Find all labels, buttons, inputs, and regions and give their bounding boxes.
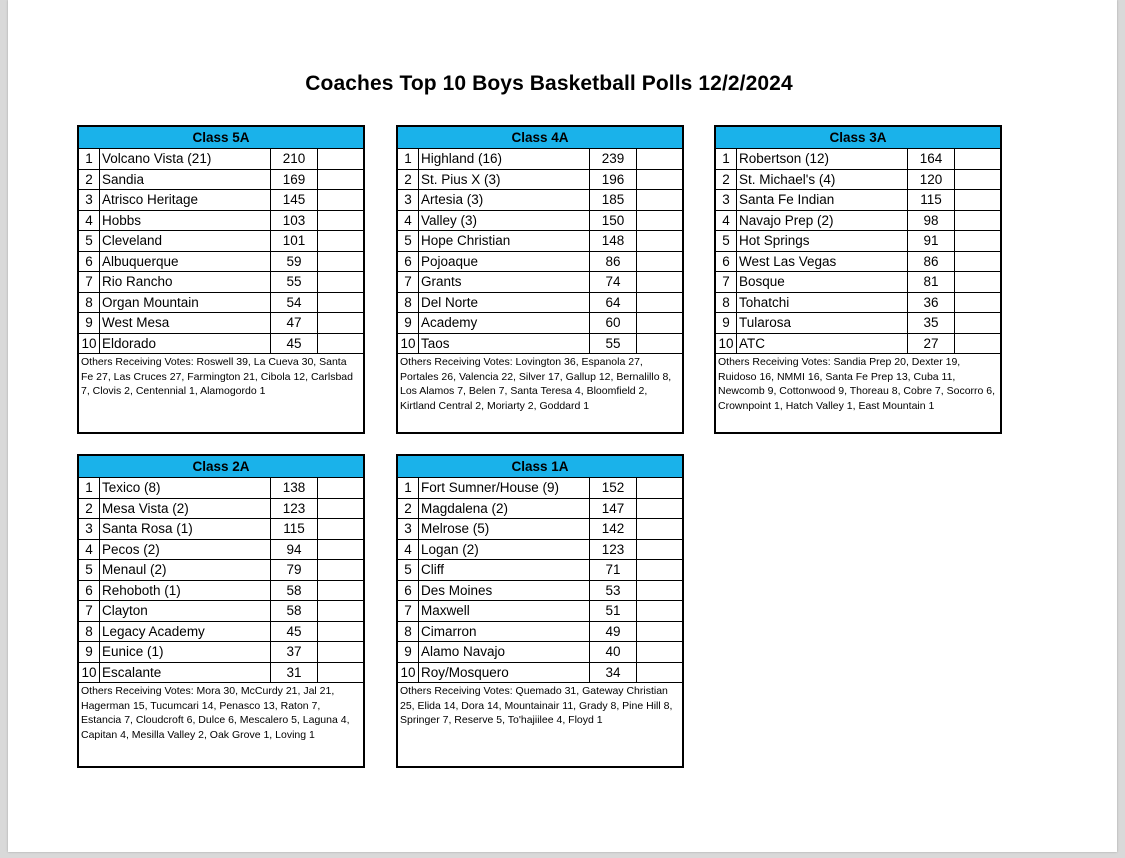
table-row	[79, 210, 363, 231]
rank-cell: 2	[79, 498, 100, 519]
points-cell: 36	[908, 292, 955, 313]
blank-cell	[955, 169, 1001, 190]
rank-cell: 1	[79, 149, 100, 169]
table-row	[79, 313, 363, 334]
rank-cell: 10	[398, 662, 419, 683]
team-cell: Magdalena (2)	[419, 498, 590, 519]
blank-cell	[637, 621, 683, 642]
team-cell: Menaul (2)	[100, 560, 271, 581]
rank-cell: 8	[79, 292, 100, 313]
team-cell: Tohatchi	[737, 292, 908, 313]
others-receiving-votes: Others Receiving Votes: Roswell 39, La Cueva 30, Santa Fe 27, Las Cruces 27, Farmington 21, Cibola 12, Carlsbad 7, Clovis 2, Centennial 1, Alamogordo 1	[81, 356, 353, 397]
rankings-table	[79, 478, 363, 683]
points-cell: 49	[590, 621, 637, 642]
table-row	[398, 519, 682, 540]
team-cell: Hot Springs	[737, 231, 908, 252]
table-row	[716, 149, 1000, 169]
points-cell: 101	[271, 231, 318, 252]
rank-cell: 7	[79, 601, 100, 622]
poll-class-3a	[714, 125, 1002, 434]
points-cell: 115	[271, 519, 318, 540]
team-cell: Cleveland	[100, 231, 271, 252]
blank-cell	[637, 210, 683, 231]
table-row	[79, 498, 363, 519]
table-row	[79, 478, 363, 498]
rank-cell: 9	[79, 642, 100, 663]
team-cell: Cliff	[419, 560, 590, 581]
team-cell: Highland (16)	[419, 149, 590, 169]
rank-cell: 7	[79, 272, 100, 293]
team-cell: Santa Rosa (1)	[100, 519, 271, 540]
rankings-table	[398, 478, 682, 683]
table-row	[716, 169, 1000, 190]
team-cell: St. Pius X (3)	[419, 169, 590, 190]
points-cell: 120	[908, 169, 955, 190]
table-row	[398, 498, 682, 519]
team-cell: Volcano Vista (21)	[100, 149, 271, 169]
team-cell: Tularosa	[737, 313, 908, 334]
team-cell: Eunice (1)	[100, 642, 271, 663]
blank-cell	[955, 251, 1001, 272]
rank-cell: 5	[398, 231, 419, 252]
team-cell: Academy	[419, 313, 590, 334]
rankings-table	[716, 149, 1000, 354]
blank-cell	[318, 272, 364, 293]
team-cell: Hope Christian	[419, 231, 590, 252]
rank-cell: 8	[398, 621, 419, 642]
rank-cell: 7	[398, 272, 419, 293]
rank-cell: 2	[398, 169, 419, 190]
table-row	[79, 272, 363, 293]
team-cell: Del Norte	[419, 292, 590, 313]
points-cell: 145	[271, 190, 318, 211]
points-cell: 142	[590, 519, 637, 540]
team-cell: Texico (8)	[100, 478, 271, 498]
poll-class-header: Class 3A	[716, 127, 1000, 149]
rank-cell: 6	[79, 251, 100, 272]
poll-class-1a	[396, 454, 684, 768]
blank-cell	[955, 313, 1001, 334]
rank-cell: 9	[398, 313, 419, 334]
points-cell: 169	[271, 169, 318, 190]
blank-cell	[637, 313, 683, 334]
points-cell: 98	[908, 210, 955, 231]
rank-cell: 4	[398, 539, 419, 560]
points-cell: 53	[590, 580, 637, 601]
table-row	[716, 190, 1000, 211]
table-row	[79, 333, 363, 354]
team-cell: Organ Mountain	[100, 292, 271, 313]
rank-cell: 8	[716, 292, 737, 313]
table-row	[79, 231, 363, 252]
blank-cell	[637, 478, 683, 498]
rankings-table	[79, 149, 363, 354]
team-cell: Pojoaque	[419, 251, 590, 272]
table-row	[398, 169, 682, 190]
blank-cell	[637, 560, 683, 581]
table-row	[398, 560, 682, 581]
blank-cell	[318, 539, 364, 560]
table-row	[398, 149, 682, 169]
table-row	[398, 621, 682, 642]
table-row	[79, 149, 363, 169]
rank-cell: 9	[79, 313, 100, 334]
points-cell: 81	[908, 272, 955, 293]
team-cell: Robertson (12)	[737, 149, 908, 169]
rank-cell: 2	[398, 498, 419, 519]
rank-cell: 6	[79, 580, 100, 601]
rank-cell: 9	[716, 313, 737, 334]
rank-cell: 4	[79, 539, 100, 560]
table-row	[716, 292, 1000, 313]
blank-cell	[318, 190, 364, 211]
points-cell: 210	[271, 149, 318, 169]
team-cell: Pecos (2)	[100, 539, 271, 560]
rank-cell: 4	[716, 210, 737, 231]
points-cell: 74	[590, 272, 637, 293]
points-cell: 40	[590, 642, 637, 663]
blank-cell	[318, 498, 364, 519]
points-cell: 58	[271, 580, 318, 601]
blank-cell	[955, 231, 1001, 252]
blank-cell	[318, 662, 364, 683]
rank-cell: 1	[398, 478, 419, 498]
points-cell: 55	[271, 272, 318, 293]
table-row	[79, 519, 363, 540]
points-cell: 239	[590, 149, 637, 169]
blank-cell	[318, 621, 364, 642]
poll-class-4a	[396, 125, 684, 434]
table-row	[398, 478, 682, 498]
poll-class-2a	[77, 454, 365, 768]
points-cell: 59	[271, 251, 318, 272]
blank-cell	[955, 272, 1001, 293]
rank-cell: 5	[79, 231, 100, 252]
blank-cell	[318, 333, 364, 354]
points-cell: 152	[590, 478, 637, 498]
blank-cell	[318, 478, 364, 498]
points-cell: 64	[590, 292, 637, 313]
blank-cell	[637, 601, 683, 622]
rank-cell: 1	[716, 149, 737, 169]
rank-cell: 2	[79, 169, 100, 190]
rank-cell: 6	[398, 580, 419, 601]
blank-cell	[637, 190, 683, 211]
blank-cell	[955, 210, 1001, 231]
table-row	[79, 601, 363, 622]
table-row	[398, 292, 682, 313]
team-cell: Sandia	[100, 169, 271, 190]
points-cell: 71	[590, 560, 637, 581]
blank-cell	[955, 190, 1001, 211]
table-row	[398, 251, 682, 272]
others-receiving-votes: Others Receiving Votes: Quemado 31, Gateway Christian 25, Elida 14, Dora 14, Mountainair 11, Grady 8, Pine Hill 8, Springer 7, Reserve 5, To'hajiilee 4, Floyd 1	[400, 685, 673, 726]
blank-cell	[318, 601, 364, 622]
table-row	[79, 642, 363, 663]
team-cell: West Mesa	[100, 313, 271, 334]
blank-cell	[637, 292, 683, 313]
table-row	[79, 621, 363, 642]
poll-class-header: Class 2A	[79, 456, 363, 478]
rank-cell: 3	[398, 190, 419, 211]
points-cell: 91	[908, 231, 955, 252]
table-row	[398, 580, 682, 601]
team-cell: Cimarron	[419, 621, 590, 642]
team-cell: Rio Rancho	[100, 272, 271, 293]
table-row	[79, 560, 363, 581]
team-cell: Eldorado	[100, 333, 271, 354]
rank-cell: 10	[398, 333, 419, 354]
points-cell: 47	[271, 313, 318, 334]
blank-cell	[318, 519, 364, 540]
points-cell: 86	[590, 251, 637, 272]
others-receiving-votes: Others Receiving Votes: Sandia Prep 20, Dexter 19, Ruidoso 16, NMMI 16, Santa Fe Prep 13, Cuba 11, Newcomb 9, Cottonwood 9, Thoreau 8, Cobre 7, Socorro 6, Crownpoint 1, Hatch Valley 1, East Mountain 1	[718, 356, 996, 412]
rank-cell: 7	[716, 272, 737, 293]
rank-cell: 5	[79, 560, 100, 581]
points-cell: 148	[590, 231, 637, 252]
table-row	[398, 272, 682, 293]
blank-cell	[318, 313, 364, 334]
points-cell: 147	[590, 498, 637, 519]
rank-cell: 3	[716, 190, 737, 211]
team-cell: Melrose (5)	[419, 519, 590, 540]
table-row	[79, 539, 363, 560]
poll-class-5a	[77, 125, 365, 434]
table-row	[716, 333, 1000, 354]
table-row	[79, 190, 363, 211]
table-row	[398, 313, 682, 334]
points-cell: 123	[590, 539, 637, 560]
team-cell: Navajo Prep (2)	[737, 210, 908, 231]
blank-cell	[637, 231, 683, 252]
points-cell: 196	[590, 169, 637, 190]
points-cell: 51	[590, 601, 637, 622]
others-receiving-votes: Others Receiving Votes: Lovington 36, Espanola 27, Portales 26, Valencia 22, Silver 17, Gallup 12, Bernalillo 8, Los Alamos 7, Belen 7, Santa Teresa 4, Bloomfield 2, Kirtland Central 2, Moriarty 2, Goddard 1	[400, 356, 672, 412]
blank-cell	[637, 149, 683, 169]
blank-cell	[637, 519, 683, 540]
table-row	[398, 601, 682, 622]
team-cell: Fort Sumner/House (9)	[419, 478, 590, 498]
team-cell: Escalante	[100, 662, 271, 683]
team-cell: Legacy Academy	[100, 621, 271, 642]
table-row	[79, 662, 363, 683]
table-row	[79, 580, 363, 601]
points-cell: 115	[908, 190, 955, 211]
table-row	[398, 190, 682, 211]
rank-cell: 8	[79, 621, 100, 642]
table-row	[79, 169, 363, 190]
rank-cell: 1	[79, 478, 100, 498]
table-row	[398, 333, 682, 354]
team-cell: Roy/Mosquero	[419, 662, 590, 683]
blank-cell	[318, 580, 364, 601]
points-cell: 37	[271, 642, 318, 663]
points-cell: 58	[271, 601, 318, 622]
team-cell: ATC	[737, 333, 908, 354]
team-cell: Valley (3)	[419, 210, 590, 231]
table-row	[716, 231, 1000, 252]
points-cell: 45	[271, 333, 318, 354]
table-row	[398, 662, 682, 683]
blank-cell	[955, 149, 1001, 169]
points-cell: 123	[271, 498, 318, 519]
others-receiving-votes: Others Receiving Votes: Mora 30, McCurdy 21, Jal 21, Hagerman 15, Tucumcari 14, Penasco 13, Raton 7, Estancia 7, Cloudcroft 6, Dulce 6, Mescalero 5, Laguna 4, Capitan 4, Mesilla Valley 2, Oak Grove 1, Loving 1	[81, 685, 350, 741]
points-cell: 34	[590, 662, 637, 683]
rankings-table	[398, 149, 682, 354]
points-cell: 94	[271, 539, 318, 560]
points-cell: 55	[590, 333, 637, 354]
blank-cell	[955, 292, 1001, 313]
team-cell: Artesia (3)	[419, 190, 590, 211]
blank-cell	[318, 642, 364, 663]
table-row	[398, 642, 682, 663]
poll-class-header: Class 5A	[79, 127, 363, 149]
rank-cell: 7	[398, 601, 419, 622]
table-row	[716, 210, 1000, 231]
document-page	[8, 0, 1117, 852]
team-cell: Atrisco Heritage	[100, 190, 271, 211]
points-cell: 27	[908, 333, 955, 354]
blank-cell	[637, 169, 683, 190]
rank-cell: 6	[716, 251, 737, 272]
rank-cell: 5	[398, 560, 419, 581]
blank-cell	[955, 333, 1001, 354]
rank-cell: 5	[716, 231, 737, 252]
points-cell: 54	[271, 292, 318, 313]
blank-cell	[318, 231, 364, 252]
team-cell: Logan (2)	[419, 539, 590, 560]
team-cell: Bosque	[737, 272, 908, 293]
blank-cell	[318, 169, 364, 190]
team-cell: Taos	[419, 333, 590, 354]
rank-cell: 1	[398, 149, 419, 169]
poll-class-header: Class 1A	[398, 456, 682, 478]
table-row	[716, 313, 1000, 334]
points-cell: 138	[271, 478, 318, 498]
table-row	[398, 231, 682, 252]
rank-cell: 8	[398, 292, 419, 313]
team-cell: Clayton	[100, 601, 271, 622]
points-cell: 31	[271, 662, 318, 683]
table-row	[79, 251, 363, 272]
blank-cell	[637, 251, 683, 272]
team-cell: Rehoboth (1)	[100, 580, 271, 601]
team-cell: St. Michael's (4)	[737, 169, 908, 190]
rank-cell: 10	[716, 333, 737, 354]
blank-cell	[637, 539, 683, 560]
points-cell: 150	[590, 210, 637, 231]
poll-class-header: Class 4A	[398, 127, 682, 149]
table-row	[398, 539, 682, 560]
points-cell: 103	[271, 210, 318, 231]
points-cell: 45	[271, 621, 318, 642]
blank-cell	[637, 498, 683, 519]
table-row	[398, 210, 682, 231]
team-cell: Maxwell	[419, 601, 590, 622]
table-row	[79, 292, 363, 313]
team-cell: West Las Vegas	[737, 251, 908, 272]
blank-cell	[318, 149, 364, 169]
rank-cell: 2	[716, 169, 737, 190]
blank-cell	[318, 210, 364, 231]
blank-cell	[318, 292, 364, 313]
rank-cell: 3	[79, 519, 100, 540]
blank-cell	[637, 272, 683, 293]
rank-cell: 3	[79, 190, 100, 211]
points-cell: 60	[590, 313, 637, 334]
team-cell: Mesa Vista (2)	[100, 498, 271, 519]
table-row	[716, 251, 1000, 272]
points-cell: 79	[271, 560, 318, 581]
points-cell: 185	[590, 190, 637, 211]
rank-cell: 10	[79, 333, 100, 354]
team-cell: Santa Fe Indian	[737, 190, 908, 211]
page-title: Coaches Top 10 Boys Basketball Polls 12/2/2024	[305, 72, 793, 95]
blank-cell	[318, 560, 364, 581]
team-cell: Alamo Navajo	[419, 642, 590, 663]
rank-cell: 10	[79, 662, 100, 683]
blank-cell	[637, 662, 683, 683]
team-cell: Hobbs	[100, 210, 271, 231]
team-cell: Grants	[419, 272, 590, 293]
team-cell: Des Moines	[419, 580, 590, 601]
points-cell: 35	[908, 313, 955, 334]
team-cell: Albuquerque	[100, 251, 271, 272]
rank-cell: 4	[79, 210, 100, 231]
points-cell: 86	[908, 251, 955, 272]
blank-cell	[637, 580, 683, 601]
rank-cell: 4	[398, 210, 419, 231]
rank-cell: 3	[398, 519, 419, 540]
rank-cell: 6	[398, 251, 419, 272]
table-row	[716, 272, 1000, 293]
points-cell: 164	[908, 149, 955, 169]
blank-cell	[318, 251, 364, 272]
blank-cell	[637, 642, 683, 663]
rank-cell: 9	[398, 642, 419, 663]
blank-cell	[637, 333, 683, 354]
